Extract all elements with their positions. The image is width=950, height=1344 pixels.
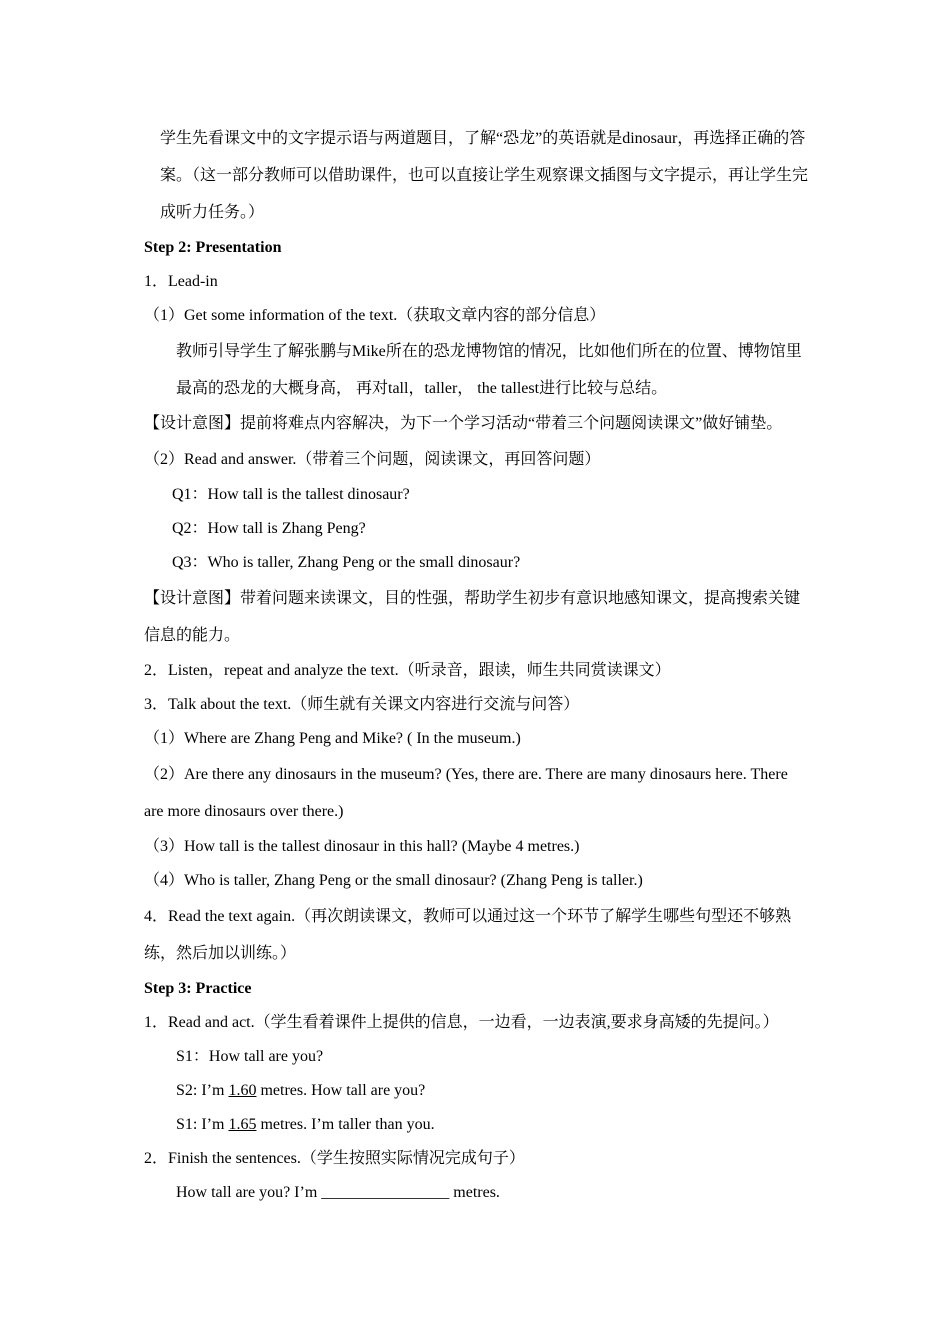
step2-heading: Step 2: Presentation — [144, 239, 282, 256]
get-info-item: （1）Get some information of the text.（获取文章内容的部分信息） — [144, 307, 606, 324]
talk-question-4: （4）Who is taller, Zhang Peng or the small dinosaur? (Zhang Peng is taller.) — [144, 872, 643, 889]
talk-question-1: （1）Where are Zhang Peng and Mike? ( In the museum.) — [144, 730, 521, 747]
talk-question-3: （3）How tall is the tallest dinosaur in this hall? (Maybe 4 metres.) — [144, 838, 580, 855]
dialog-s2-suffix: metres. How tall are you? — [256, 1082, 426, 1099]
finish-sentences-item: 2．Finish the sentences.（学生按照实际情况完成句子） — [144, 1150, 525, 1167]
dialog-s1-prefix: S1: I’m — [176, 1116, 229, 1133]
dialog-s2-height: 1.60 — [228, 1082, 257, 1099]
dialog-s1-question: S1：How tall are you? — [176, 1048, 324, 1065]
fill-in-sentence: How tall are you? I’m ________________ metres. — [176, 1184, 500, 1201]
read-again-item: 4．Read the text again.（再次朗读课文，教师可以通过这一个环节了解学生哪些句型还不够熟练，然后加以训练。） — [144, 908, 792, 962]
read-act-item: 1．Read and act.（学生看着课件上提供的信息，一边看，一边表演,要求身高矮的先提问。） — [144, 1014, 779, 1031]
question-1: Q1：How tall is the tallest dinosaur? — [172, 486, 410, 503]
listen-repeat-item: 2．Listen，repeat and analyze the text.（听录音，跟读，师生共同赏读课文） — [144, 662, 671, 679]
lead-in-item: 1．Lead-in — [144, 273, 218, 290]
talk-about-item: 3．Talk about the text.（师生就有关课文内容进行交流与问答） — [144, 696, 580, 713]
document-body — [144, 120, 808, 1210]
dialog-s2-answer — [144, 1074, 808, 1108]
dialog-s1-height: 1.65 — [228, 1116, 257, 1133]
question-3: Q3：Who is taller, Zhang Peng or the small dinosaur? — [172, 554, 521, 571]
teacher-guide-paragraph: 教师引导学生了解张鹏与Mike所在的恐龙博物馆的情况，比如他们所在的位置、博物馆里最高的恐龙的大概身高， 再对tall，taller， the tallest进行比较与总结。 — [176, 343, 802, 397]
talk-question-2: （2）Are there any dinosaurs in the museum? (Yes, there are. There are many dinosaurs here. There are more dinosaurs over there.) — [144, 766, 788, 820]
dialog-s1-suffix: metres. I’m taller than you. — [256, 1116, 435, 1133]
dialog-s2-prefix: S2: I’m — [176, 1082, 229, 1099]
design-intent-1: 【设计意图】提前将难点内容解决，为下一个学习活动“带着三个问题阅读课文”做好铺垫。 — [144, 415, 783, 432]
dialog-s1-answer — [144, 1108, 808, 1142]
read-answer-item: （2）Read and answer.（带着三个问题，阅读课文，再回答问题） — [144, 451, 601, 468]
step3-heading: Step 3: Practice — [144, 980, 252, 997]
question-2: Q2：How tall is Zhang Peng? — [172, 520, 366, 537]
intro-paragraph: 学生先看课文中的文字提示语与两道题目，了解“恐龙”的英语就是dinosaur，再选择正确的答案。（这一部分教师可以借助课件，也可以直接让学生观察课文插图与文字提示，再让学生完成听力任务。） — [160, 130, 808, 221]
design-intent-2: 【设计意图】带着问题来读课文，目的性强，帮助学生初步有意识地感知课文，提高搜索关键信息的能力。 — [144, 590, 801, 644]
